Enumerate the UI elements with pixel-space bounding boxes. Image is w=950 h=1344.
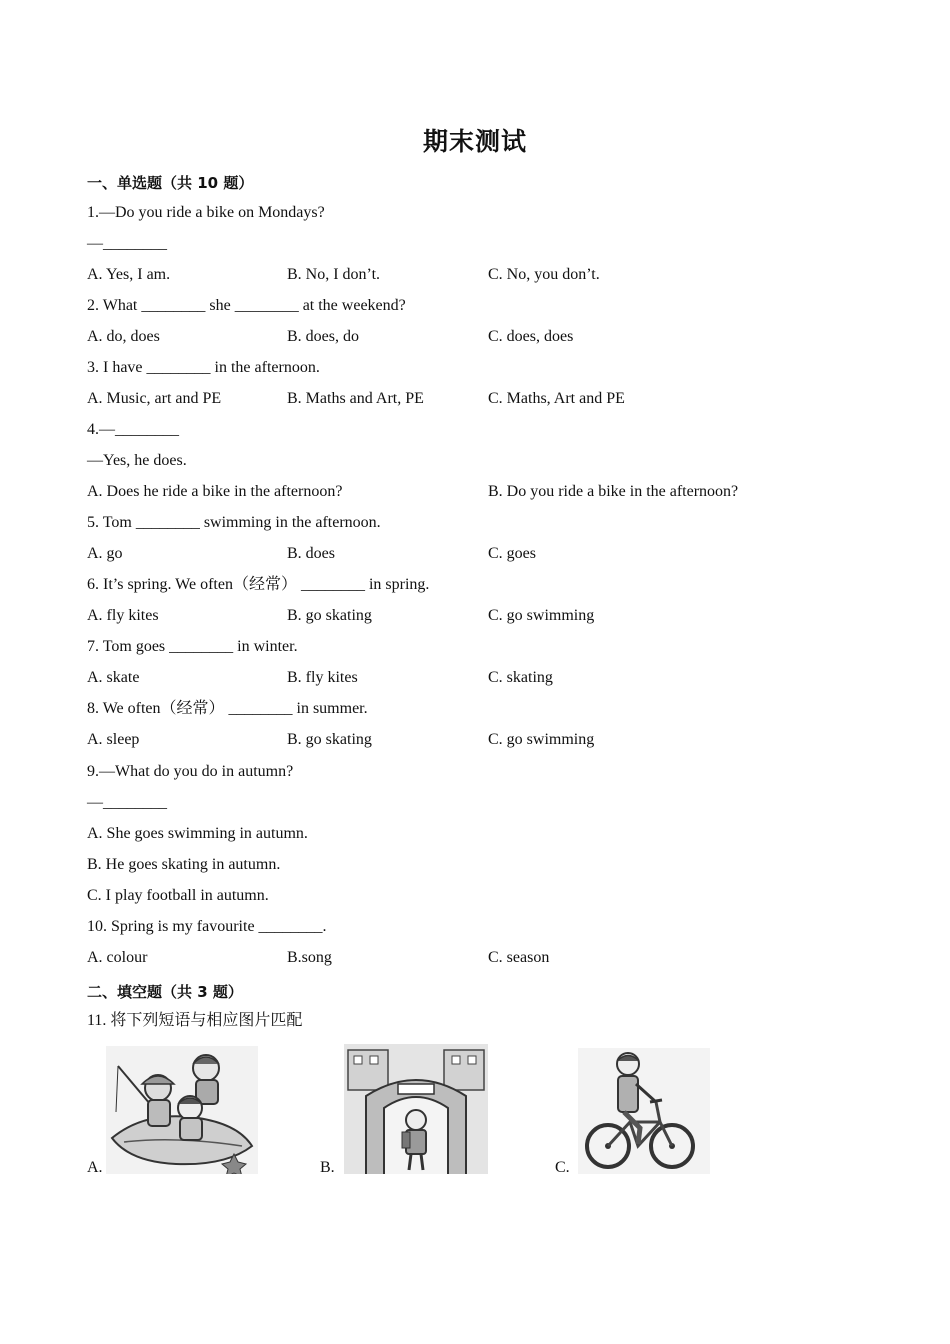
fishing-picture[interactable] — [106, 1046, 258, 1174]
q8-stem: 8. We often（经常） ________ in summer. — [87, 700, 368, 717]
q5-option-c[interactable]: C. goes — [488, 545, 536, 562]
q8-option-c[interactable]: C. go swimming — [488, 731, 595, 748]
q2-stem: 2. What ________ she ________ at the weekend? — [87, 297, 406, 314]
q5-stem: 5. Tom ________ swimming in the afternoon. — [87, 514, 381, 531]
q10-option-b[interactable]: B.song — [287, 949, 332, 966]
page-title: 期末测试 — [422, 127, 527, 156]
q9-option-a[interactable]: A. She goes swimming in autumn. — [87, 825, 308, 842]
picture-label-c: C. — [555, 1159, 570, 1176]
q6-option-a[interactable]: A. fly kites — [87, 607, 159, 624]
q2-option-c[interactable]: C. does, does — [488, 328, 574, 345]
school-picture[interactable] — [344, 1044, 488, 1174]
q6-option-c[interactable]: C. go swimming — [488, 607, 595, 624]
q6-stem: 6. It’s spring. We often（经常） ________ in spring. — [87, 576, 430, 593]
q4-stem: 4.—________ — [87, 421, 179, 438]
q2-option-a[interactable]: A. do, does — [87, 328, 160, 345]
section-heading-1: 一、单选题（共 10 题） — [87, 174, 254, 192]
q2-option-b[interactable]: B. does, do — [287, 328, 359, 345]
q7-stem: 7. Tom goes ________ in winter. — [87, 638, 298, 655]
q1-stem: 1.—Do you ride a bike on Mondays? — [87, 204, 325, 221]
q7-option-b[interactable]: B. fly kites — [287, 669, 358, 686]
bike-picture[interactable] — [578, 1048, 710, 1174]
q3-option-b[interactable]: B. Maths and Art, PE — [287, 390, 424, 407]
q4-option-b[interactable]: B. Do you ride a bike in the afternoon? — [488, 483, 739, 500]
q7-option-a[interactable]: A. skate — [87, 669, 140, 686]
q7-option-c[interactable]: C. skating — [488, 669, 553, 686]
q6-option-b[interactable]: B. go skating — [287, 607, 372, 624]
q4-option-a[interactable]: A. Does he ride a bike in the afternoon? — [87, 483, 343, 500]
q5-option-a[interactable]: A. go — [87, 545, 123, 562]
picture-label-a: A. — [87, 1159, 103, 1176]
q8-option-b[interactable]: B. go skating — [287, 731, 372, 748]
picture-label-b: B. — [320, 1159, 335, 1176]
q5-option-b[interactable]: B. does — [287, 545, 335, 562]
q3-option-c[interactable]: C. Maths, Art and PE — [488, 390, 625, 407]
q11-stem: 11. 将下列短语与相应图片匹配 — [87, 1012, 303, 1029]
q1-answer-blank: —________ — [87, 235, 167, 252]
q1-option-c[interactable]: C. No, you don’t. — [488, 266, 600, 283]
q9-answer-blank: —________ — [87, 794, 167, 811]
q8-option-a[interactable]: A. sleep — [87, 731, 140, 748]
q1-option-b[interactable]: B. No, I don’t. — [287, 266, 381, 283]
q9-option-b[interactable]: B. He goes skating in autumn. — [87, 856, 281, 873]
q3-stem: 3. I have ________ in the afternoon. — [87, 359, 320, 376]
q10-stem: 10. Spring is my favourite ________. — [87, 918, 327, 935]
q3-option-a[interactable]: A. Music, art and PE — [87, 390, 222, 407]
section-heading-2: 二、填空题（共 3 题） — [87, 983, 243, 1001]
q1-option-a[interactable]: A. Yes, I am. — [87, 266, 171, 283]
q10-option-a[interactable]: A. colour — [87, 949, 148, 966]
q9-stem: 9.—What do you do in autumn? — [87, 763, 294, 780]
q4-answer: —Yes, he does. — [87, 452, 187, 469]
q10-option-c[interactable]: C. season — [488, 949, 550, 966]
q9-option-c[interactable]: C. I play football in autumn. — [87, 887, 269, 904]
